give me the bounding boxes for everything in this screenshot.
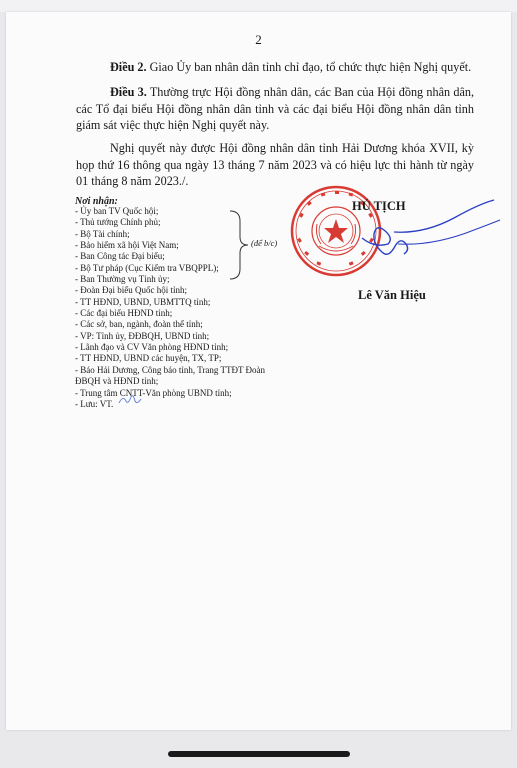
list-item: - Ban Thường vụ Tỉnh ủy; [75,274,170,285]
article-3 [76,84,474,134]
status-bar-area [0,0,517,12]
curly-brace-icon [226,209,250,281]
article-3-label: Điều 3. [110,85,147,99]
list-item: - Bảo hiểm xã hội Việt Nam; [75,240,179,251]
page-number: 2 [255,32,262,47]
home-indicator[interactable] [168,751,350,757]
recipients-list [75,206,285,410]
list-item: - Bộ Tài chính; [75,228,130,239]
document-page [6,12,511,730]
initial-mark-icon [117,391,143,407]
list-item: - Các sở, ban, ngành, đoàn thể tỉnh; [75,319,203,330]
signer-name: Lê Văn Hiệu [358,288,426,302]
recipients-title: Nơi nhận: [75,196,118,207]
list-item: - Lãnh đạo và CV Văn phòng HĐND tỉnh; [75,342,229,353]
closing-paragraph: Nghị quyết này được Hội đồng nhân dân tỉnh Hải Dương khóa XVII, kỳ họp thứ 16 thông qua ngày 13 tháng 7 năm 2023 và có hiệu lực thi hành từ ngày 01 tháng 8 năm 2023./. [76,141,474,189]
list-item: - TT HĐND, UBND các huyện, TX, TP; [75,353,222,364]
signature-icon [354,188,504,278]
list-item: - Các đại biểu HĐND tỉnh; [75,308,173,319]
list-item: - Đoàn Đại biểu Quốc hội tỉnh; [75,285,187,296]
list-item: - Trung tâm CNTT-Văn phòng UBND tỉnh; [75,387,232,398]
list-item: - Ban Công tác Đại biểu; [75,251,165,262]
list-item: - TT HĐND, UBND, UBMTTQ tỉnh; [75,296,211,307]
article-2-label: Điều 2. [110,60,147,74]
list-item: - Lưu: VT. [75,398,114,409]
list-item: - Ủy ban TV Quốc hội; [75,206,159,216]
article-3-text: Thường trực Hội đồng nhân dân, các Ban của Hội đồng nhân dân, các Tổ đại biểu Hội đồng nhân dân tỉnh và các đại biểu Hội đồng nhân dân tỉnh giám sát việc thực hiện Nghị quyết này. [76,85,474,133]
signer-title: HỦ TỊCH [352,199,406,213]
list-item: - VP: Tỉnh ủy, ĐĐBQH, UBND tỉnh; [75,330,210,341]
list-item: - Bộ Tư pháp (Cục Kiểm tra VBQPPL); [75,262,219,273]
list-item: - Thủ tướng Chính phủ; [75,217,161,228]
article-2 [76,59,474,76]
recipients-note: (để b/c) [251,238,278,248]
list-item: - Báo Hải Dương, Công báo tỉnh, Trang TTĐT Đoàn ĐBQH và HĐND tỉnh; [75,364,266,387]
article-2-text: Giao Ủy ban nhân dân tỉnh chỉ đạo, tổ chức thực hiện Nghị quyết. [146,60,472,74]
